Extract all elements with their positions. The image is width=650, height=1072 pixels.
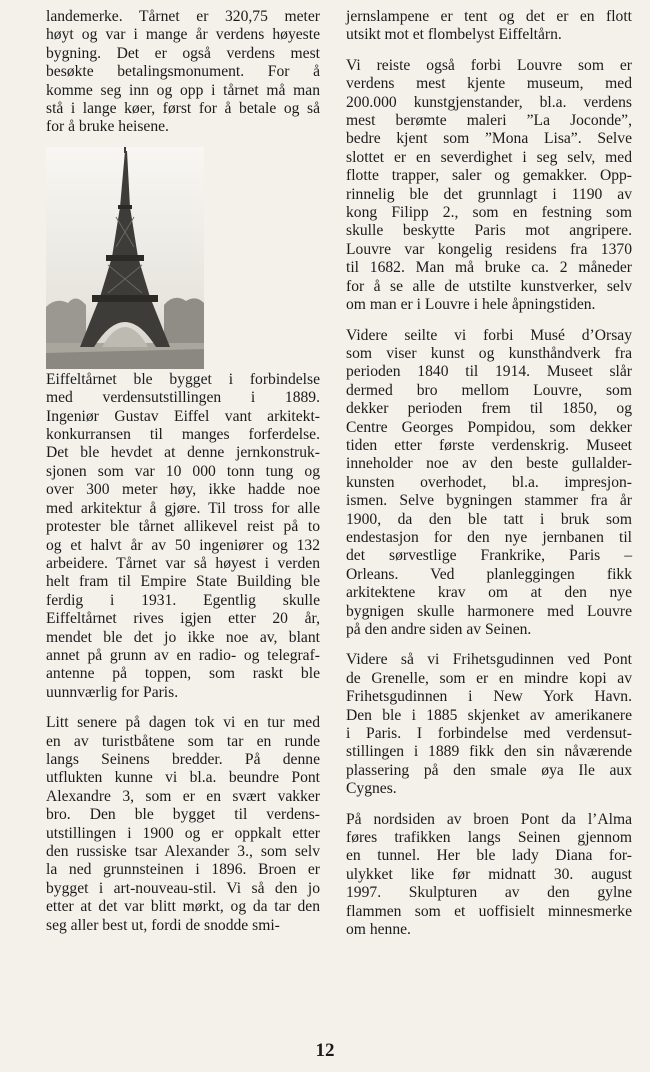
text-line: 1900, da den ble tatt i bruk som bbox=[346, 510, 632, 528]
text-line: og et halvt år av 50 ingeniører og 132 bbox=[46, 536, 320, 554]
text-line: bygnigen skulle harmonere med Louvre bbox=[346, 602, 632, 620]
text-line: flotte trapper, saler og gemakker. Opp- bbox=[346, 167, 632, 185]
text-line: mendet ble det jo ikke noe av, blant bbox=[46, 628, 320, 646]
text-line: sjonen som var 10 000 tonn tung og bbox=[46, 462, 320, 480]
text-line: høyt og var i mange år verdens høyeste bbox=[46, 26, 320, 44]
text-line: stå i lange køer, først for å betale og så bbox=[46, 100, 320, 118]
text-line: ismen. Selve bygningen stammer fra år bbox=[346, 492, 632, 510]
text-line: Vi reiste også forbi Louvre som er bbox=[346, 56, 632, 74]
paragraph bbox=[346, 57, 632, 315]
text-line: det sørvestlige Frankrike, Paris – bbox=[346, 547, 632, 565]
text-line: Eiffeltårnet ble bygget i forbindelse bbox=[46, 370, 320, 388]
text-line: til 1682. Man må bruke ca. 2 måneder bbox=[346, 259, 632, 277]
text-line: Centre Georges Pompidou, som dekker bbox=[346, 418, 632, 436]
paragraph bbox=[346, 651, 632, 798]
text-line: kunsten overhodet, bl.a. impresjon- bbox=[346, 473, 632, 491]
text-line: langs Seinens bredder. På denne bbox=[46, 750, 320, 768]
text-line: inneholder noe av den beste gullalder- bbox=[346, 455, 632, 473]
text-line: Orleans. Ved planleggingen fikk bbox=[346, 565, 632, 583]
text-line: utstillingen i 1900 og er oppkalt etter bbox=[46, 824, 320, 842]
text-line: På nordsiden av broen Pont da l’Alma bbox=[346, 810, 632, 828]
text-line: etter at det var blitt mørkt, og da tar den bbox=[46, 898, 320, 916]
eiffel-tower-icon bbox=[46, 147, 204, 369]
text-line: i Paris. I forbindelse med verdensut- bbox=[346, 725, 632, 743]
text-line: 200.000 kunstgjenstander, bl.a. verdens bbox=[346, 93, 632, 111]
text-line: utsikt mot et flombelyst Eiffeltårn. bbox=[346, 26, 562, 44]
text-line: på den andre siden av Seinen. bbox=[346, 621, 532, 638]
text-line: en tunnel. Her ble lady Diana for- bbox=[346, 847, 632, 865]
text-line: bygget i art-nouveau-stil. Vi så den jo bbox=[46, 879, 320, 897]
paragraph bbox=[346, 811, 632, 940]
text-line: bedre kjent som ”Mona Lisa”. Selve bbox=[346, 130, 632, 148]
text-line: protester ble tårnet allikevel reist på to bbox=[46, 518, 320, 536]
text-line: perioden 1840 til 1914. Museet slår bbox=[346, 363, 632, 381]
text-line: Den ble i 1885 skjenket av amerikanere bbox=[346, 706, 632, 724]
text-line: plassering på den smale øya Ile aux bbox=[346, 761, 632, 779]
text-line: Frihetsgudinnen i New York Havn. bbox=[346, 688, 632, 706]
text-line: rinnelig ble det grunnlagt i 1190 av bbox=[346, 185, 632, 203]
text-line: føres trafikken langs Seinen gjennom bbox=[346, 829, 632, 847]
text-line: arkitektene krav om at den nye bbox=[346, 584, 632, 602]
text-line: Litt senere på dagen tok vi en tur med bbox=[46, 714, 320, 732]
text-line: dermed bro mellom Louvre, som bbox=[346, 381, 632, 399]
text-line: Eiffeltårnet rives igjen etter 20 år, bbox=[46, 610, 320, 628]
text-line: om man er i Louvre i hele åpningstiden. bbox=[346, 296, 596, 314]
text-line: skulle beskytte Paris mot angripere. bbox=[346, 222, 632, 240]
text-line: helt fram til Empire State Building ble bbox=[46, 573, 320, 591]
text-line: med arkitektur å gjøre. Til tross for alle bbox=[46, 499, 320, 517]
text-line: om henne. bbox=[346, 921, 411, 939]
text-line: jernslampene er tent og det er en flott bbox=[346, 8, 632, 25]
eiffel-tower-photo bbox=[46, 147, 204, 369]
text-line: komme seg inn og opp i tårnet må man bbox=[46, 81, 320, 99]
left-column bbox=[46, 8, 320, 935]
text-line: dekker perioden frem til 1850, og bbox=[346, 400, 632, 418]
text-line: besøkte betalingsmonument. For å bbox=[46, 63, 320, 81]
text-line: konkurransen til manges forferdelse. bbox=[46, 426, 320, 444]
text-line: Videre så vi Frihetsgudinnen ved Pont bbox=[346, 651, 632, 669]
text-line: over 300 meter høy, ikke hadde noe bbox=[46, 481, 320, 499]
text-line: Cygnes. bbox=[346, 780, 397, 798]
text-line: en av turistbåtene som tar en runde bbox=[46, 732, 320, 750]
text-line: stillingen i 1889 fikk den sin nåværende bbox=[346, 743, 632, 761]
text-line: Alexandre 3, som er en svært vakker bbox=[46, 787, 320, 805]
text-line: Videre seilte vi forbi Musé d’Orsay bbox=[346, 326, 632, 344]
paragraph bbox=[46, 371, 320, 702]
text-line: den russiske tsar Alexander 3., som selv bbox=[46, 843, 320, 860]
text-line: slottet er en severdighet i seg selv, med bbox=[346, 148, 632, 166]
text-line: med verdensutstillingen i 1889. bbox=[46, 389, 320, 407]
text-line: flammen som et uoffisielt minnesmerke bbox=[346, 902, 632, 920]
text-line: endestasjon for den nye jernbanen til bbox=[346, 528, 632, 546]
text-line: seg aller best ut, fordi de snodde smi- bbox=[46, 916, 280, 934]
text-line: ferdig i 1931. Egentlig skulle bbox=[46, 591, 320, 609]
right-column bbox=[346, 8, 632, 940]
text-line: verdens mest kjente museum, med bbox=[346, 75, 632, 93]
text-line: de Grenelle, som er en mindre kopi av bbox=[346, 669, 632, 687]
text-line: arbeidere. Tårnet var så høyest i verden bbox=[46, 554, 320, 572]
page-number: 12 bbox=[315, 1040, 335, 1061]
text-line: bygning. Det er også verdens mest bbox=[46, 44, 320, 62]
text-line: Det ble hevdet at denne jernkonstruk- bbox=[46, 444, 320, 462]
text-line: tiden etter første verdenskrig. Museet bbox=[346, 436, 632, 454]
text-line: uunnværlig for Paris. bbox=[46, 683, 179, 701]
text-line: la ned grunnsteinen i 1896. Broen er bbox=[46, 861, 320, 879]
text-line: mest berømte maleri ”La Joconde”, bbox=[346, 112, 632, 130]
text-line: Ingeniør Gustav Eiffel vant arkitekt- bbox=[46, 407, 320, 425]
paragraph bbox=[46, 714, 320, 935]
text-line: for å se alle de utstilte kunstverker, selv bbox=[346, 277, 632, 295]
text-line: Louvre var kongelig residens fra 1370 bbox=[346, 240, 632, 258]
paragraph bbox=[346, 8, 632, 45]
text-line: 1997. Skulpturen av den gylne bbox=[346, 884, 632, 902]
text-line: som viser kunst og kunsthåndverk fra bbox=[346, 344, 632, 362]
text-line: antenne på toppen, som raskt ble bbox=[46, 665, 320, 683]
paragraph bbox=[346, 327, 632, 640]
text-line: bro. Den ble bygget til verdens- bbox=[46, 806, 320, 824]
text-line: annet på grunn av en radio- og telegraf- bbox=[46, 646, 320, 664]
text-line: ulykket like før midnatt 30. august bbox=[346, 865, 632, 883]
text-line: utflukten kunne vi bl.a. beundre Pont bbox=[46, 769, 320, 787]
text-line: landemerke. Tårnet er 320,75 meter bbox=[46, 8, 320, 25]
text-line: for å bruke heisene. bbox=[46, 118, 169, 136]
paragraph bbox=[46, 8, 320, 137]
text-line: kong Filipp 2., som en festning som bbox=[346, 204, 632, 222]
